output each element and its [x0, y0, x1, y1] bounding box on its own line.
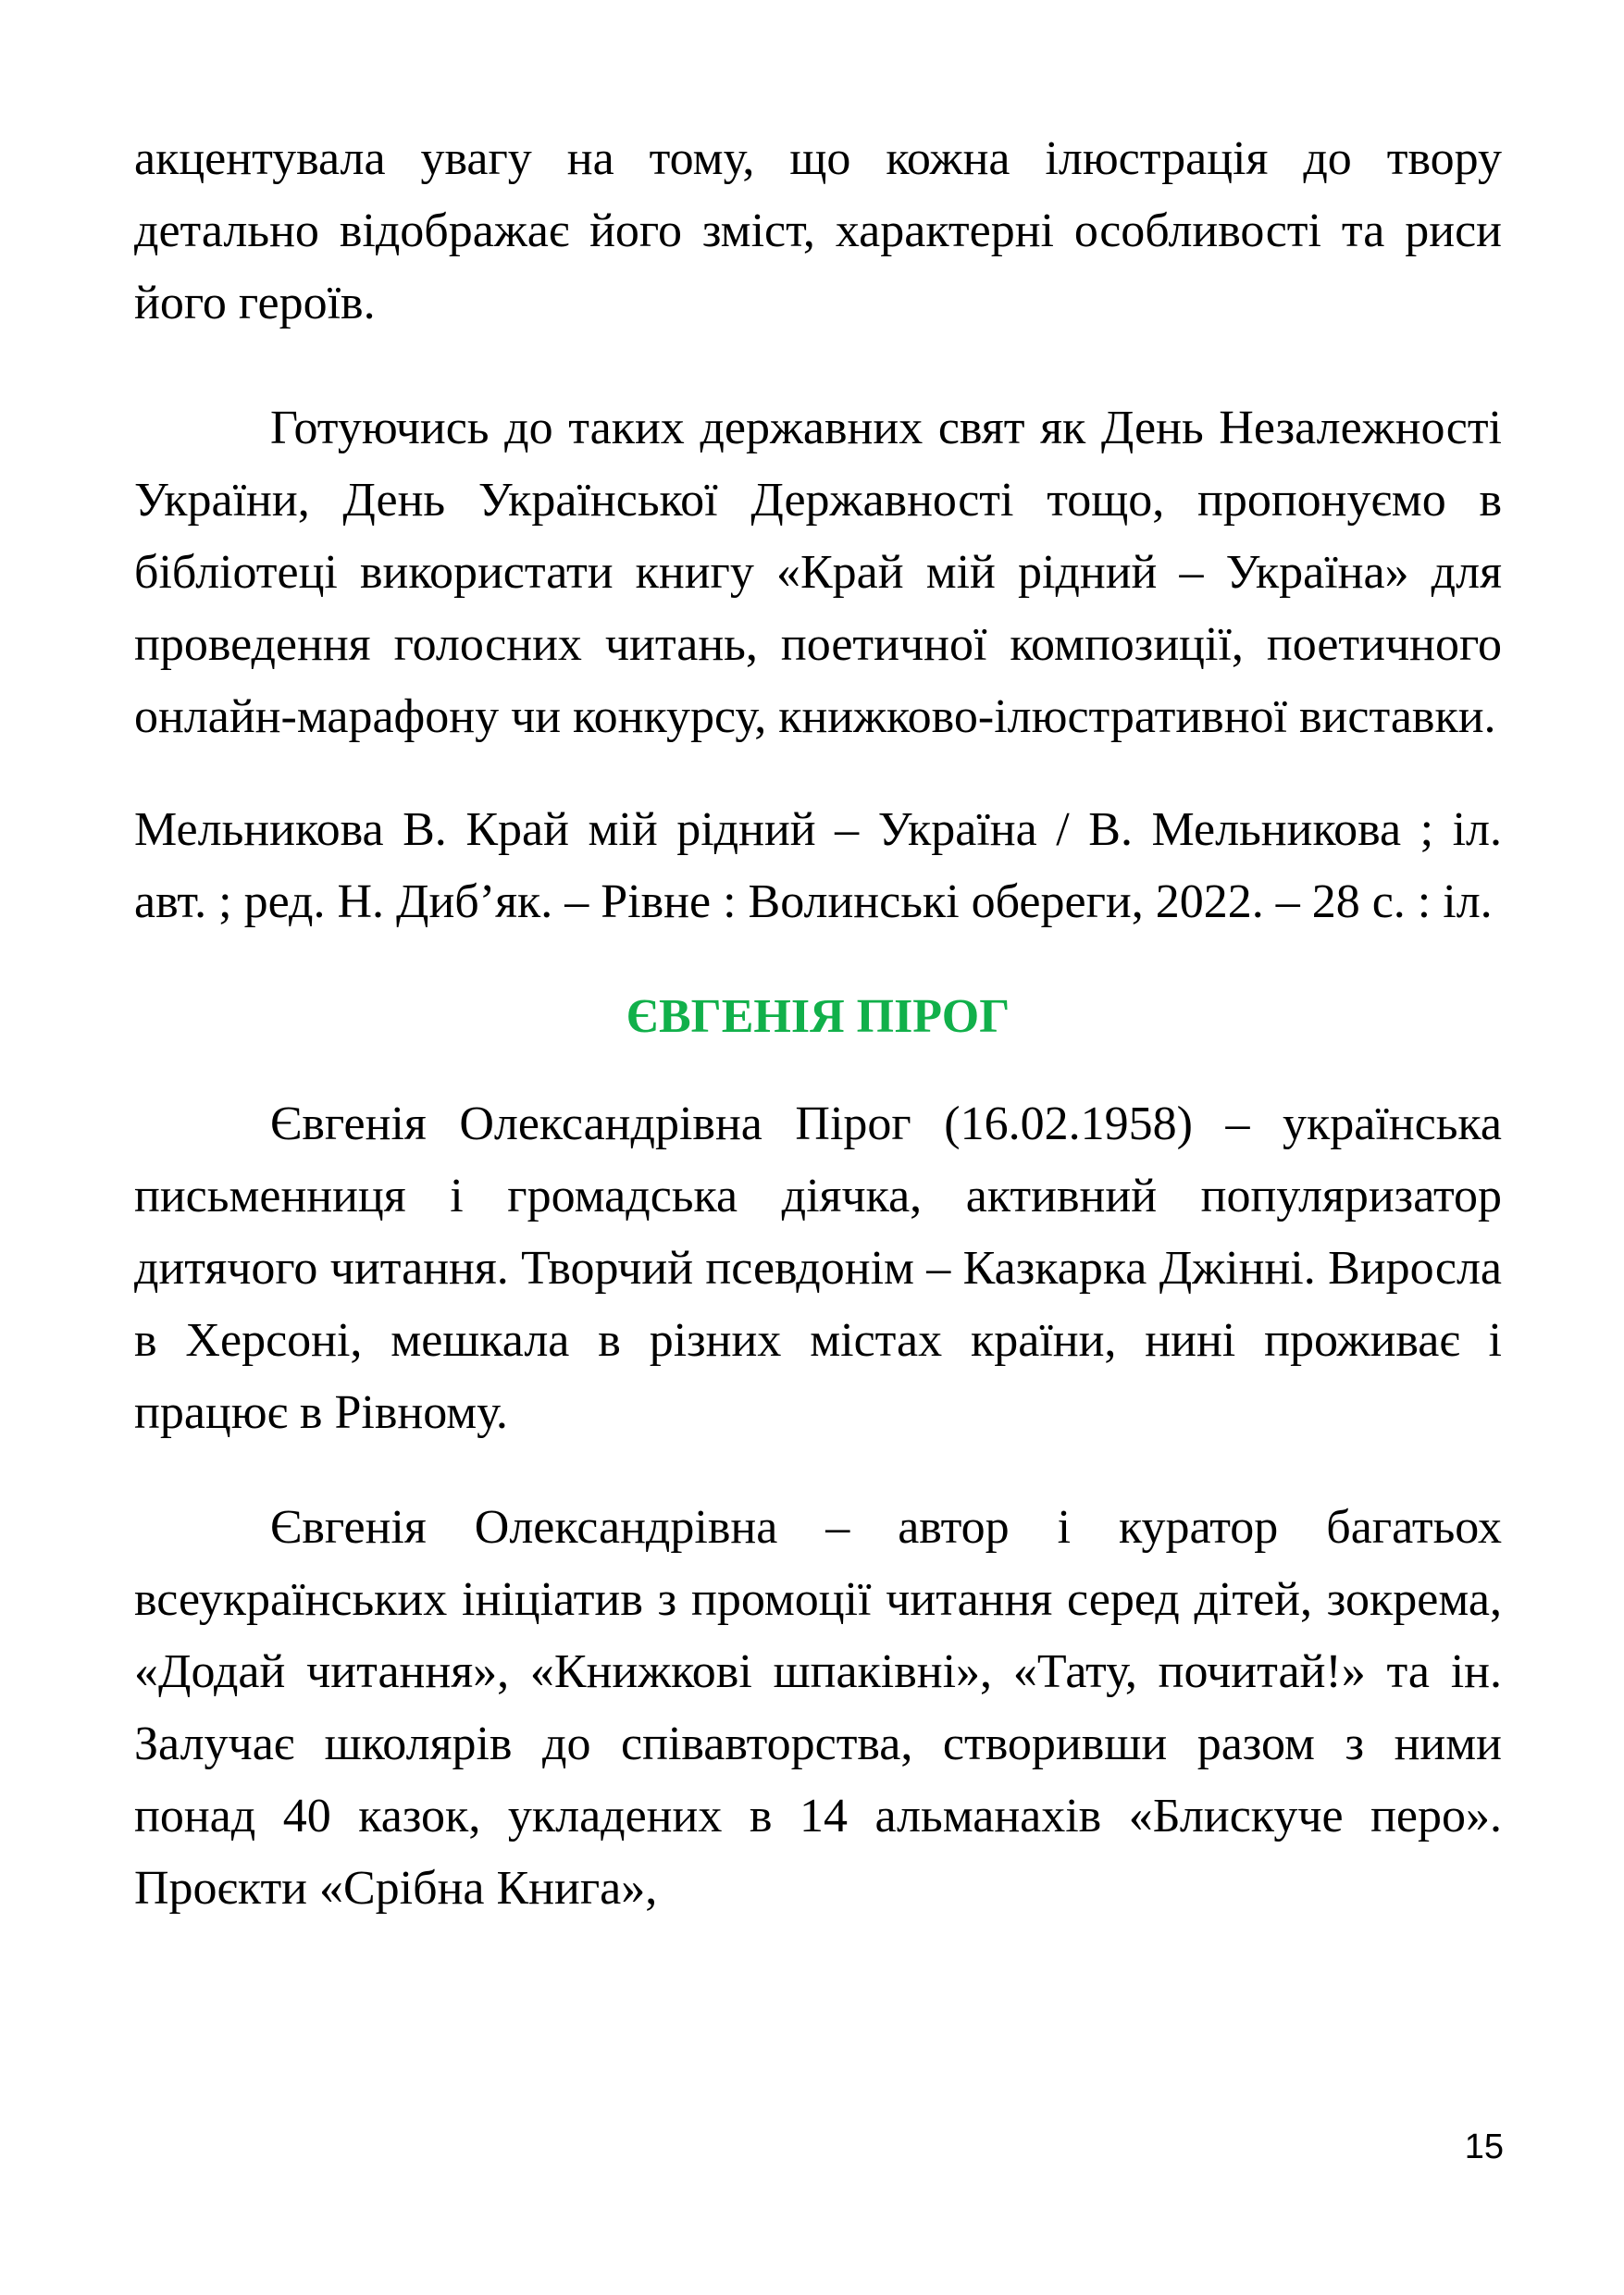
- section-heading: ЄВГЕНІЯ ПІРОГ: [626, 990, 1010, 1043]
- paragraph-biography: Євгенія Олександрівна Пірог (16.02.1958) – українська письменниця і громадська діячка, активний популяризатор дитячого читання. Творчий псевдонім – Казкарка Джінні. Виросла в Херсоні, мешкала в різних містах країни, нині проживає і працює в Рівному.: [134, 1098, 1502, 1439]
- paragraph-initiatives: Євгенія Олександрівна – автор і куратор багатьох всеукраїнських ініціатив з промоції читання серед дітей, зокрема, «Додай читання», «Книжкові шпаківні», «Тату, почитай!» та ін. Залучає школярів до співавторства, створивши разом з ними понад 40 казок, укладених в 14 альманахів «Блискуче перо». Проєкти «Срібна Книга»,: [134, 1501, 1502, 1915]
- paragraph-holidays: Готуючись до таких державних свят як День Незалежності України, День Української Державності тощо, пропонуємо в бібліотеці використати книгу «Край мій рідний – Україна» для проведення голосних читань, поетичної композиції, поетичного онлайн-марафону чи конкурсу, книжково-ілюстративної виставки.: [134, 402, 1502, 743]
- page-number: 15: [1464, 2128, 1504, 2166]
- paragraph-continuation: акцентувала увагу на тому, що кожна ілюстрація до твору детально відображає його зміст, характерні особливості та риси його героїв.: [134, 132, 1502, 329]
- page-content: [134, 123, 1502, 1925]
- bibliographic-reference: Мельникова В. Край мій рідний – Україна / В. Мельникова ; іл. авт. ; ред. Н. Диб’як. – Рівне : Волинські обереги, 2022. – 28 с. : іл.: [134, 803, 1502, 928]
